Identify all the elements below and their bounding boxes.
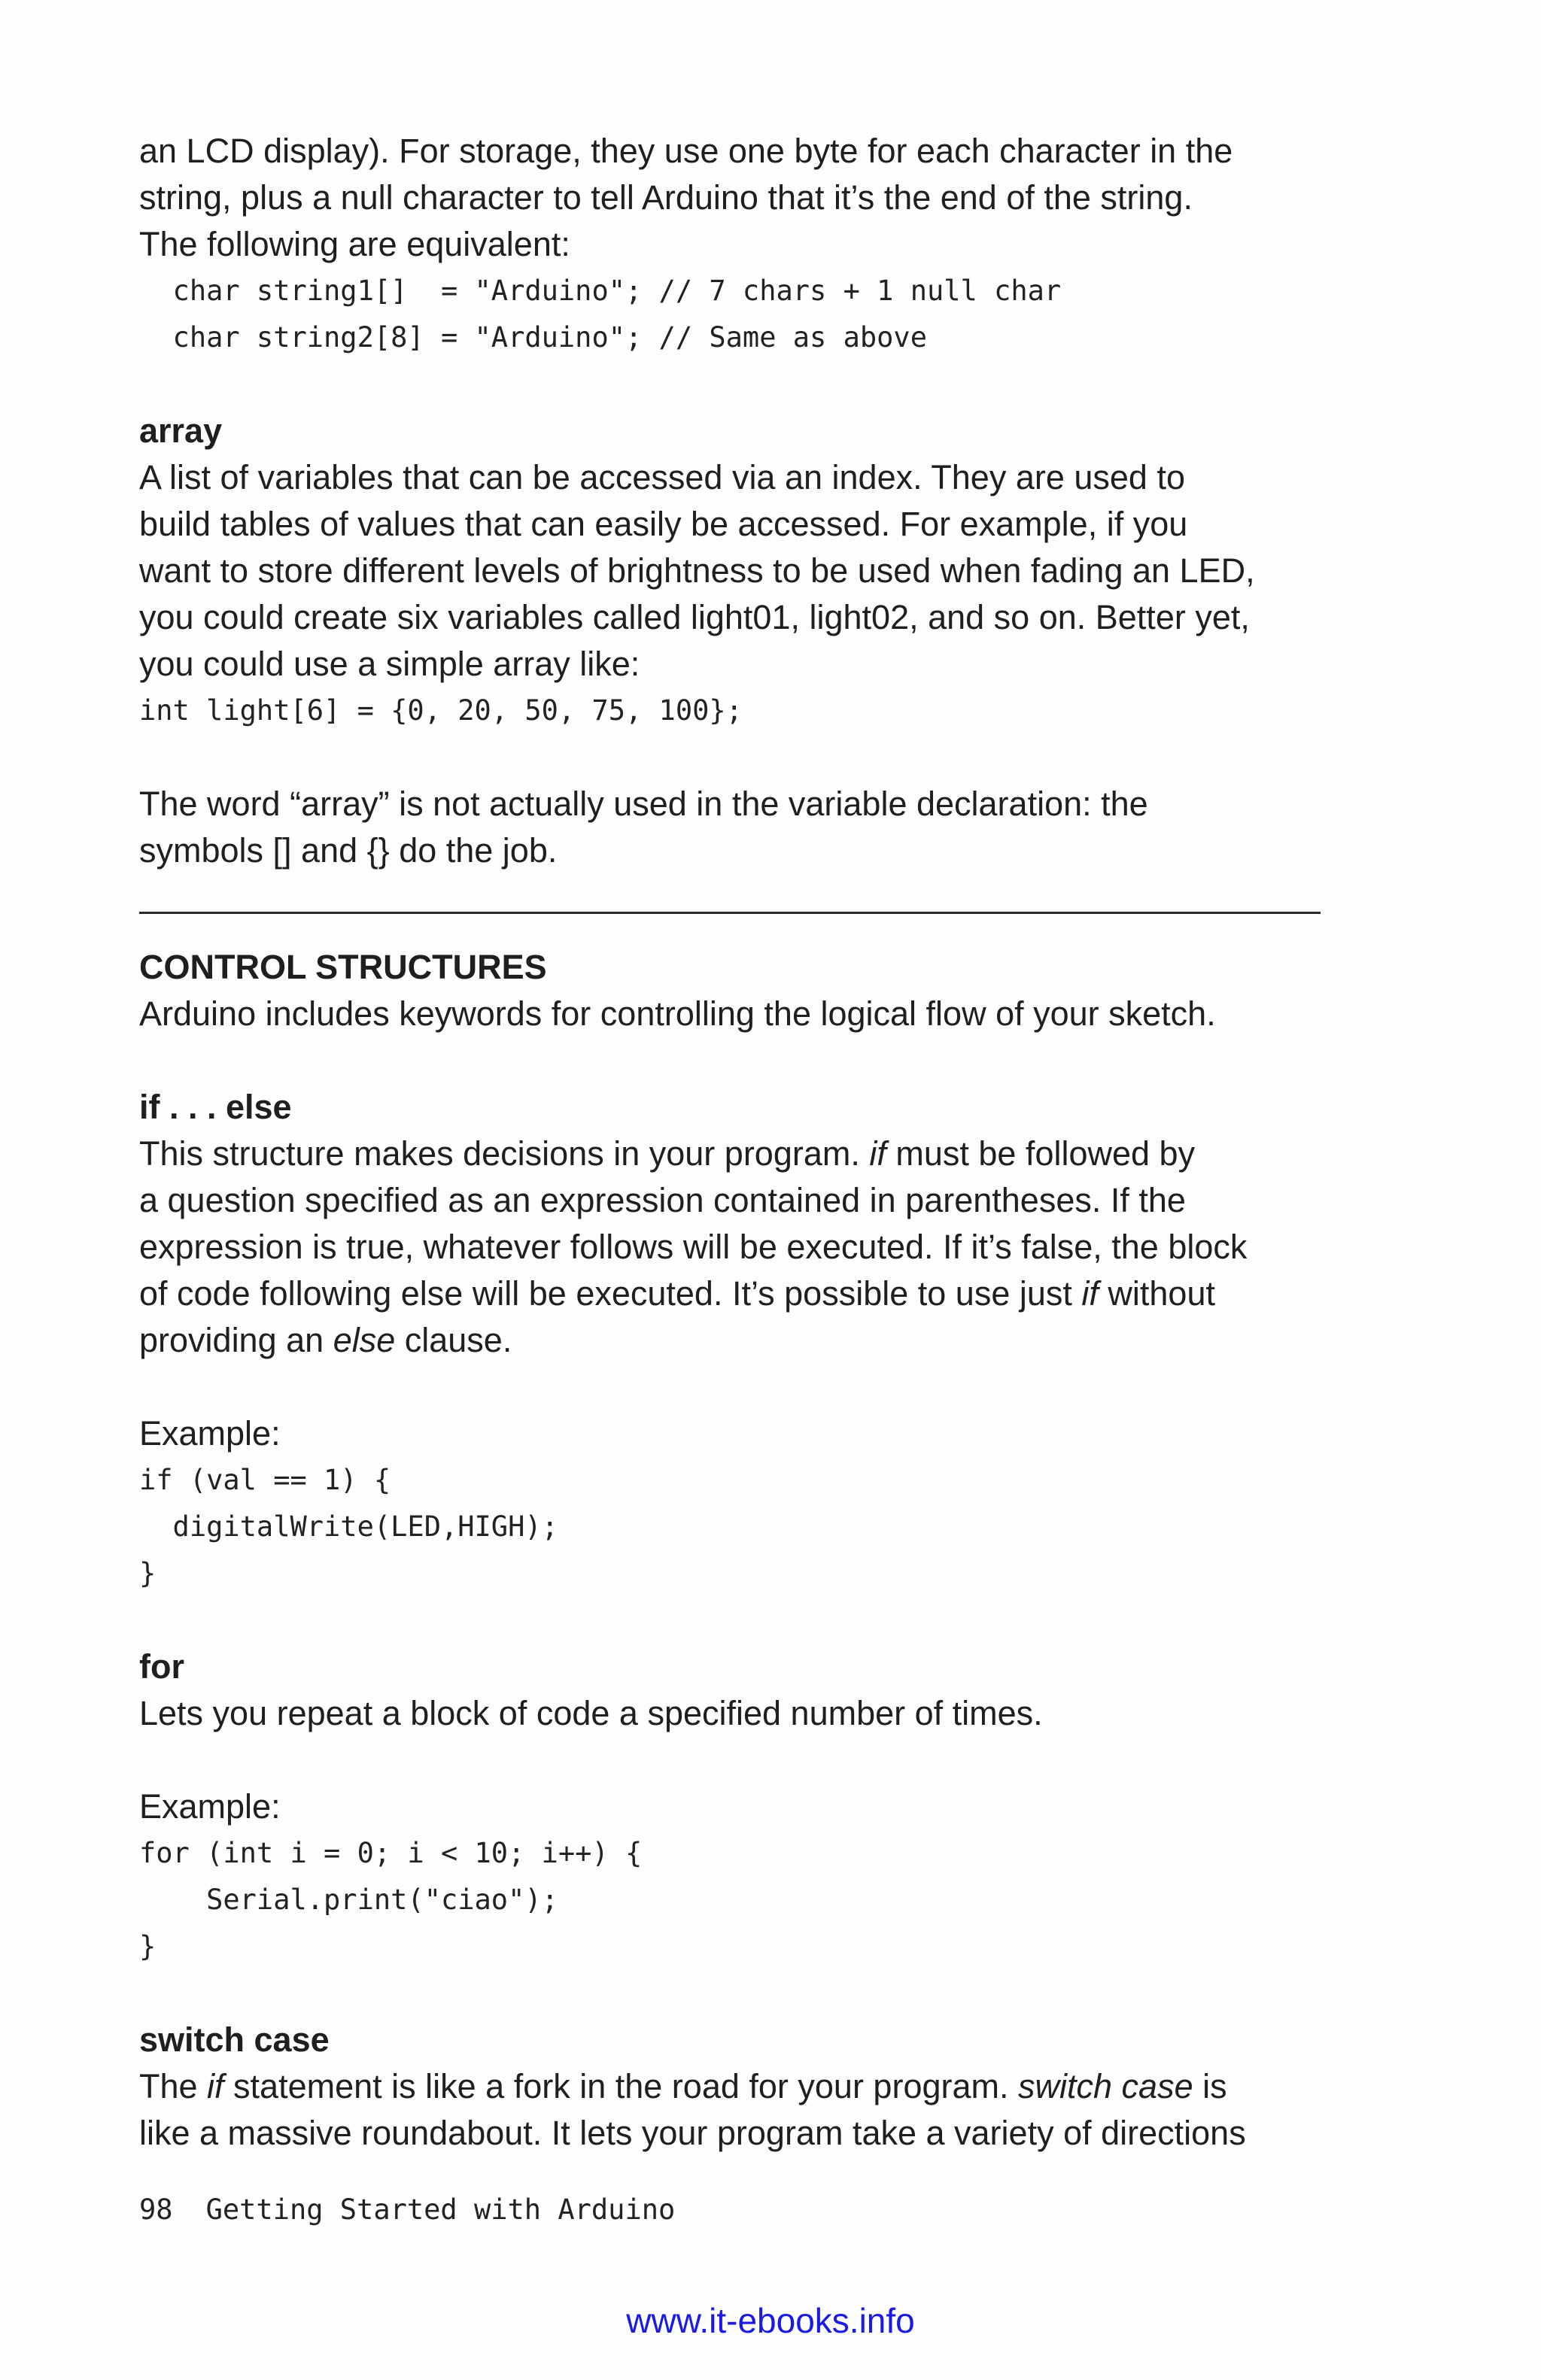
code-line: char string2[8] = "Arduino"; // Same as above [139, 321, 927, 354]
ifelse-line: a question specified as an expression contained in parentheses. If the [139, 1181, 1186, 1219]
section-heading-if-else: if . . . else [139, 1088, 292, 1126]
array-line: want to store different levels of brightness to be used when fading an LED, [139, 551, 1255, 590]
code-line: if (val == 1) { [139, 1464, 391, 1496]
section-heading-for: for [139, 1647, 184, 1686]
array-line: you could use a simple array like: [139, 645, 640, 683]
ifelse-line: This structure makes decisions in your program. if must be followed by [139, 1134, 1196, 1173]
intro-line: The following are equivalent: [139, 225, 570, 263]
code-line: for (int i = 0; i < 10; i++) { [139, 1837, 643, 1869]
page-number: 98 [139, 2193, 173, 2226]
array-line: build tables of values that can easily be accessed. For example, if you [139, 505, 1188, 543]
section-divider [139, 912, 1321, 914]
intro-line: an LCD display). For storage, they use one byte for each character in the [139, 132, 1233, 170]
code-line: Serial.print("ciao"); [139, 1884, 558, 1916]
code-line: int light[6] = {0, 20, 50, 75, 100}; [139, 694, 743, 727]
book-title: Getting Started with Arduino [205, 2193, 676, 2226]
section-heading-control-structures: CONTROL STRUCTURES [139, 948, 547, 986]
array-note-line: symbols [] and {} do the job. [139, 831, 558, 870]
control-text: Arduino includes keywords for controlling the logical flow of your sketch. [139, 994, 1216, 1033]
switch-line: The if statement is like a fork in the road for your program. switch case is [139, 2067, 1227, 2105]
watermark-link[interactable]: www.it-ebooks.info [626, 2301, 915, 2340]
section-heading-switch-case: switch case [139, 2020, 330, 2059]
example-label: Example: [139, 1787, 281, 1826]
switch-line: like a massive roundabout. It lets your program take a variety of directions [139, 2114, 1246, 2152]
for-text: Lets you repeat a block of code a specified number of times. [139, 1694, 1043, 1732]
page-body [139, 128, 1321, 2157]
code-line: char string1[] = "Arduino"; // 7 chars + 1 null char [139, 275, 1062, 307]
code-line: } [139, 1930, 157, 1963]
array-line: you could create six variables called light01, light02, and so on. Better yet, [139, 598, 1250, 636]
array-line: A list of variables that can be accessed via an index. They are used to [139, 458, 1185, 496]
code-line: } [139, 1557, 157, 1589]
intro-line: string, plus a null character to tell Arduino that it’s the end of the string. [139, 178, 1193, 217]
section-heading-array: array [139, 411, 223, 450]
ifelse-line: expression is true, whatever follows will be executed. If it’s false, the block [139, 1228, 1248, 1266]
code-line: digitalWrite(LED,HIGH); [139, 1510, 558, 1543]
page-footer [139, 2193, 708, 2226]
ifelse-line: providing an else clause. [139, 1321, 512, 1359]
ifelse-line: of code following else will be executed. It’s possible to use just if without [139, 1274, 1215, 1313]
example-label: Example: [139, 1414, 281, 1453]
array-note-line: The word “array” is not actually used in the variable declaration: the [139, 785, 1148, 823]
